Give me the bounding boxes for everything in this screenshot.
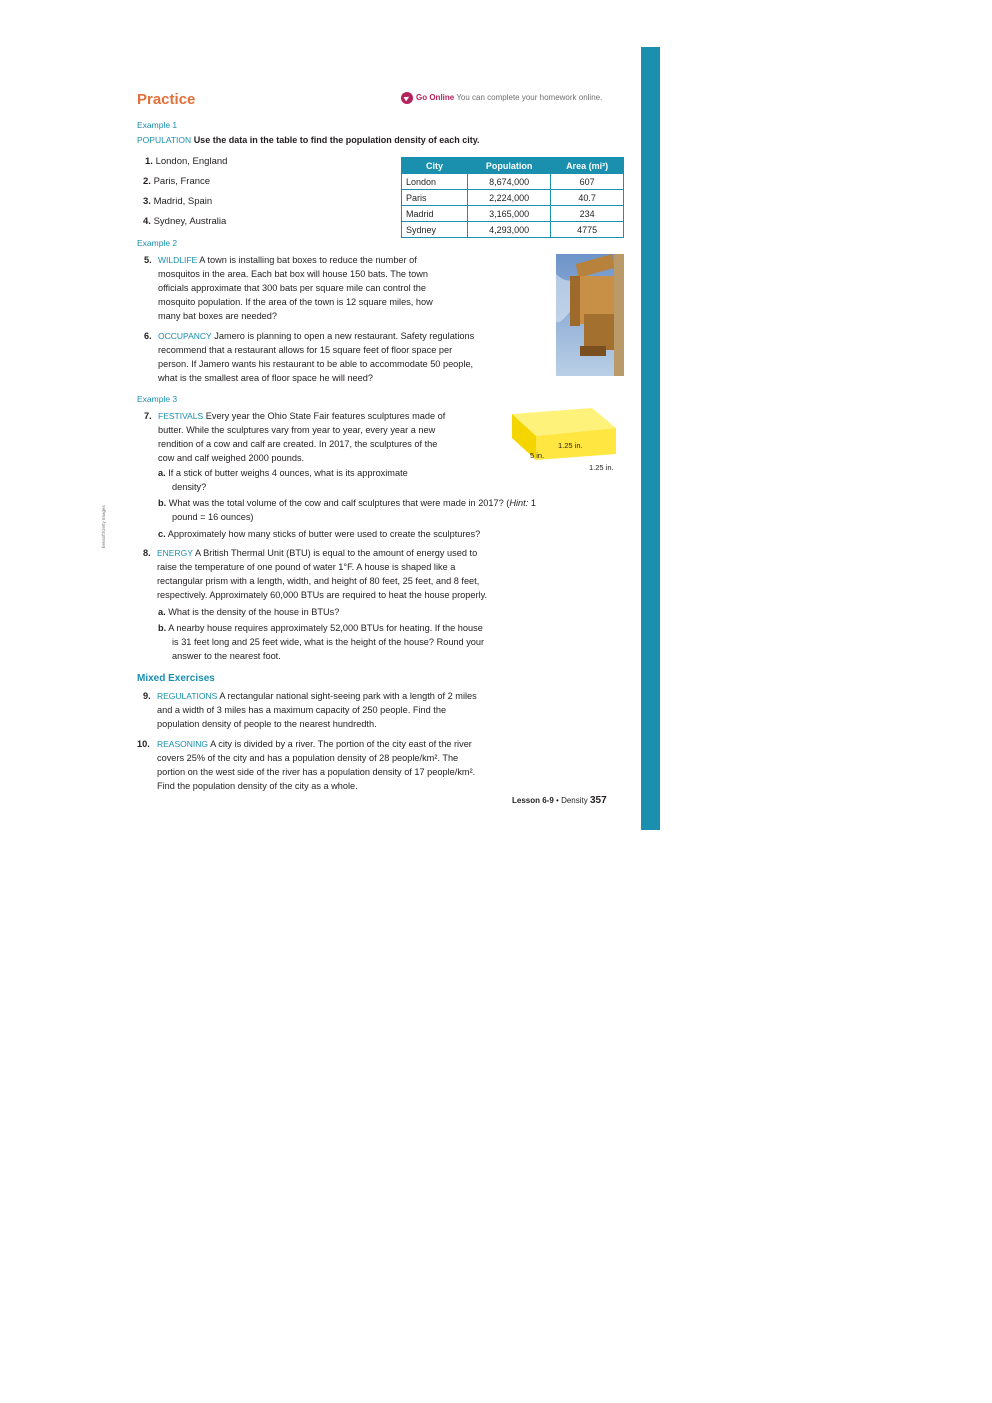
table-row	[402, 174, 624, 190]
problem-6: 6. OCCUPANCY Jamero is planning to open a new restaurant. Safety regulations recommend that a restaurant allows for 15 square feet of floor space per person. If Jamero wants his restaurant to be able to accommodate 50 people, what is the smallest area of floor space he will need?	[144, 331, 475, 383]
instruction-text: Use the data in the table to find the population density of each city.	[193, 135, 480, 145]
butter-length-label: 5 in.	[530, 451, 545, 460]
problem-7a: a. If a stick of butter weighs 4 ounces, what is its approximate density?	[158, 468, 408, 492]
problem-5: 5. WILDLIFE A town is installing bat boxes to reduce the number of mosquitos in the area. Each bat box will house 150 bats. The town officials approximate that 300 bats per square mile can control the mosquito population. If the area of the town is 12 square miles, how many bat boxes are needed?	[144, 255, 433, 321]
table-cell: 607	[551, 174, 624, 190]
page-number: 357	[590, 795, 607, 806]
keyword: POPULATION	[137, 135, 192, 145]
keyword: REGULATIONS	[157, 691, 218, 701]
table-cell: Madrid	[402, 206, 468, 222]
table-cell: 2,224,000	[468, 190, 551, 206]
problem-9: 9. REGULATIONS A rectangular national sight-seeing park with a length of 2 miles and a width of 3 miles has a maximum capacity of 250 people. Find the population density of people to the nearest hundredth.	[143, 691, 477, 729]
column-header: Area (mi²)	[551, 158, 624, 174]
list-item: 4. Sydney, Australia	[143, 216, 227, 227]
list-item: 3. Madrid, Spain	[143, 196, 213, 207]
table-cell: 8,674,000	[468, 174, 551, 190]
table-header-row	[402, 158, 624, 174]
problem-8b: b. A nearby house requires approximately 52,000 BTUs for heating. If the house is 31 feet long and 25 feet wide, what is the height of the house? Round your answer to the nearest foot.	[158, 623, 485, 661]
table-cell: 4,293,000	[468, 222, 551, 238]
page-title: Practice	[137, 91, 196, 108]
butter-height-label: 1.25 in.	[589, 463, 614, 472]
mixed-exercises-title: Mixed Exercises	[137, 673, 215, 684]
column-header: Population	[468, 158, 551, 174]
table-row	[402, 206, 624, 222]
butter-stick-diagram	[508, 406, 624, 476]
list-item: 2. Paris, France	[143, 176, 211, 187]
go-online-icon	[401, 92, 413, 104]
go-online-link[interactable]	[401, 92, 602, 104]
table-cell: 4775	[551, 222, 624, 238]
page-footer	[512, 795, 607, 806]
footer-separator: •	[556, 796, 559, 805]
table-cell: London	[402, 174, 468, 190]
example-2-label: Example 2	[137, 238, 178, 248]
table-row	[402, 190, 624, 206]
go-online-text: You can complete your homework online.	[456, 93, 603, 103]
side-color-bar	[641, 47, 660, 830]
photo-credit: bensoft/Getty Images	[101, 505, 106, 548]
example-1-label: Example 1	[137, 120, 178, 130]
example-3-label: Example 3	[137, 394, 178, 404]
keyword: REASONING	[157, 739, 209, 749]
keyword: ENERGY	[157, 548, 193, 558]
keyword: WILDLIFE	[158, 255, 198, 265]
problem-8a: a. What is the density of the house in BTUs?	[158, 607, 340, 617]
list-item: 1. London, England	[145, 156, 228, 167]
keyword: FESTIVALS	[158, 411, 204, 421]
table-cell: 234	[551, 206, 624, 222]
table-row	[402, 222, 624, 238]
problem-7: 7. FESTIVALS Every year the Ohio State Fair features sculptures made of butter. While the sculptures vary from year to year, every year a new rendition of a cow and calf are created. In 2017, the sculptures of the cow and calf weighed 2000 pounds.	[144, 411, 446, 463]
go-online-label: Go Online	[416, 93, 455, 103]
column-header: City	[402, 158, 468, 174]
table-cell: Sydney	[402, 222, 468, 238]
footer-topic: Density	[561, 796, 588, 805]
problem-7b: b. What was the total volume of the cow and calf sculptures that were made in 2017? (Hint: 1 pound = 16 ounces)	[158, 498, 536, 522]
population-table	[401, 157, 624, 238]
butter-width-label: 1.25 in.	[558, 441, 583, 450]
problem-10: 10. REASONING A city is divided by a river. The portion of the city east of the river covers 25% of the city and has a population density of 28 people/km². The portion on the west side of the river has a population density of 17 people/km². Find the population density of the city as a whole.	[137, 739, 476, 791]
table-cell: 40.7	[551, 190, 624, 206]
example-1-instruction	[137, 135, 480, 145]
bat-box-photo	[556, 254, 624, 376]
problem-7c: c. Approximately how many sticks of butter were used to create the sculptures?	[158, 529, 481, 539]
table-cell: 3,165,000	[468, 206, 551, 222]
table-cell: Paris	[402, 190, 468, 206]
keyword: OCCUPANCY	[158, 331, 212, 341]
problem-8: 8. ENERGY A British Thermal Unit (BTU) is equal to the amount of energy used to raise the temperature of one pound of water 1°F. A house is shaped like a rectangular prism with a length, width, and height of 80 feet, 25 feet, and 8 feet, respectively. Approximately 60,000 BTUs are required to heat the house properly.	[143, 548, 488, 600]
footer-lesson: Lesson 6-9	[512, 796, 554, 805]
